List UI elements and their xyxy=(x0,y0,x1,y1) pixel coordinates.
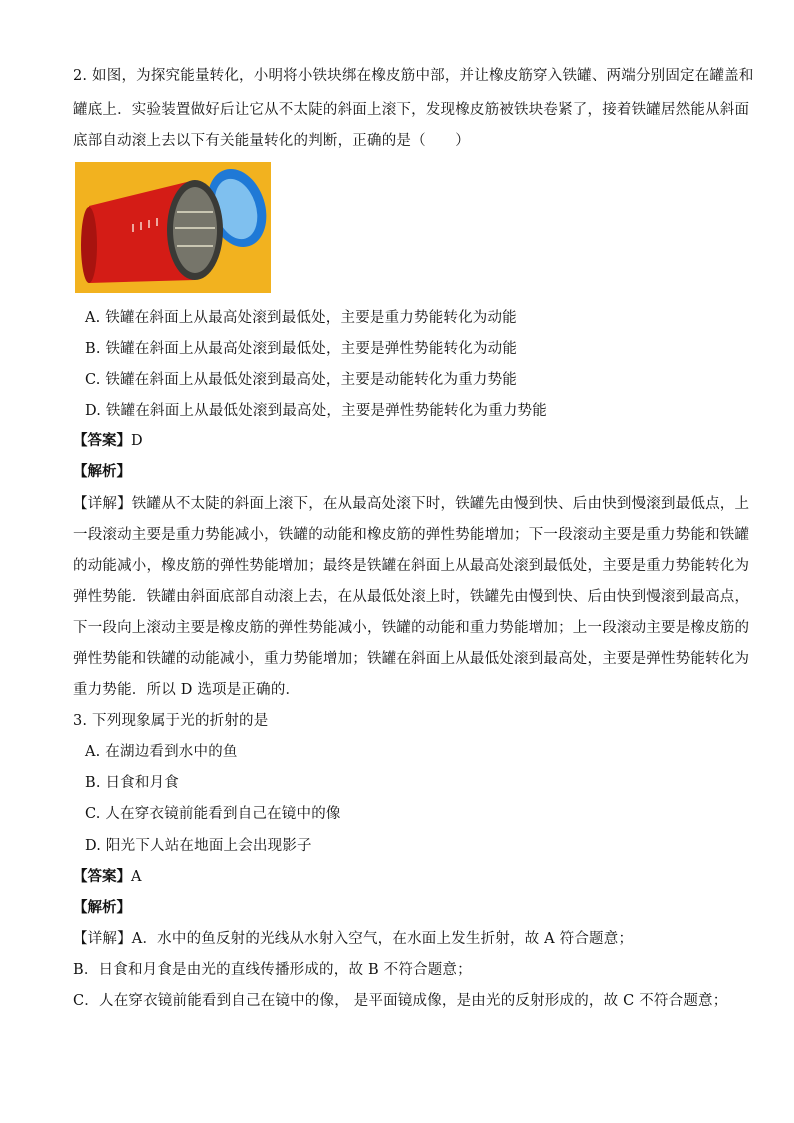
q3-detail-line-1: 【详解】A．水中的鱼反射的光线从水射入空气，在水面上发生折射，故 A 符合题意； xyxy=(73,931,634,947)
q2-answer-label: 【答案】 xyxy=(73,432,131,449)
q3-option-c: C. 人在穿衣镜前能看到自己在镜中的像 xyxy=(85,806,341,822)
q2-option-b: B. 铁罐在斜面上从最高处滚到最低处，主要是弹性势能转化为动能 xyxy=(85,341,518,357)
q2-answer-row xyxy=(73,431,143,451)
q2-detail-line-5: 下一段向上滚动主要是橡皮筋的弹性势能减小，铁罐的动能和重力势能增加；上一段滚动主要是橡皮筋的 xyxy=(73,620,750,636)
q3-stem: 3. 下列现象属于光的折射的是 xyxy=(73,713,269,729)
q2-detail-line-1: 【详解】铁罐从不太陡的斜面上滚下，在从最高处滚下时，铁罐先由慢到快、后由快到慢滚到最低点，上 xyxy=(73,496,750,512)
q3-answer-value: A xyxy=(131,869,142,885)
q2-detail-line-7: 重力势能．所以 D 选项是正确的． xyxy=(73,682,301,698)
q2-stem-line-2: 罐底上．实验装置做好后让它从不太陡的斜面上滚下，发现橡皮筋被铁块卷紧了，接着铁罐居然能从斜面 xyxy=(73,102,750,118)
q3-option-a: A. 在湖边看到水中的鱼 xyxy=(85,744,238,760)
q3-analysis-label: 【解析】 xyxy=(73,899,131,916)
q3-answer-label: 【答案】 xyxy=(73,868,131,885)
q2-analysis-label: 【解析】 xyxy=(73,463,131,480)
q2-stem-line-3: 底部自动滚上去以下有关能量转化的判断，正确的是（ ） xyxy=(73,133,470,149)
q2-stem-line-1: 2. 如图，为探究能量转化，小明将小铁块绑在橡皮筋中部，并让橡皮筋穿入铁罐、两端分别固定在罐盖和 xyxy=(73,68,754,84)
q2-option-c: C. 铁罐在斜面上从最低处滚到最高处，主要是动能转化为重力势能 xyxy=(85,372,517,388)
q3-option-d: D. 阳光下人站在地面上会出现影子 xyxy=(85,838,312,854)
q2-option-a: A. 铁罐在斜面上从最高处滚到最低处，主要是重力势能转化为动能 xyxy=(85,310,517,326)
q2-detail-line-6: 弹性势能和铁罐的动能减小，重力势能增加；铁罐在斜面上从最低处滚到最高处，主要是弹性势能转化为 xyxy=(73,651,750,667)
q2-answer-value: D xyxy=(131,433,143,449)
q3-option-b: B. 日食和月食 xyxy=(85,775,179,791)
q3-answer-row xyxy=(73,867,141,887)
q2-detail-line-4: 弹性势能．铁罐由斜面底部自动滚上去，在从最低处滚上时，铁罐先由慢到快、后由快到慢滚到最高点， xyxy=(73,589,750,605)
q3-detail-line-3: C．人在穿衣镜前能看到自己在镜中的像， 是平面镜成像，是由光的反射形成的，故 C 不符合题意； xyxy=(73,993,728,1009)
q2-detail-line-2: 一段滚动主要是重力势能减小，铁罐的动能和橡皮筋的弹性势能增加；下一段滚动主要是重力势能和铁罐 xyxy=(73,527,750,543)
q2-option-d: D. 铁罐在斜面上从最低处滚到最高处，主要是弹性势能转化为重力势能 xyxy=(85,403,547,419)
can-experiment-figure xyxy=(75,162,271,293)
q3-detail-line-2: B．日食和月食是由光的直线传播形成的，故 B 不符合题意； xyxy=(73,962,472,978)
q2-detail-line-3: 的动能减小，橡皮筋的弹性势能增加；最终是铁罐在斜面上从最高处滚到最低处，主要是重力势能转化为 xyxy=(73,558,750,574)
